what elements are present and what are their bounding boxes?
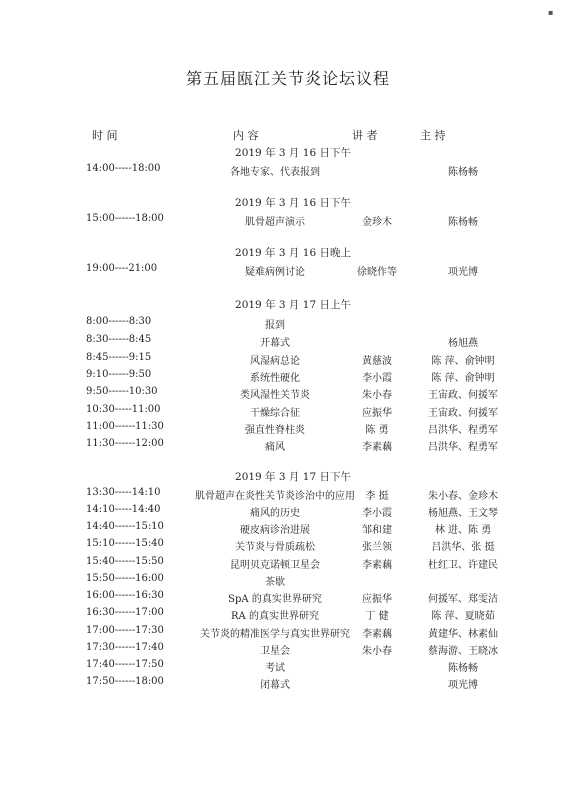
row-topic: 痛风的历史 <box>250 508 300 519</box>
row-speaker: 邹和建 <box>362 525 392 536</box>
agenda-row <box>0 386 576 403</box>
agenda-row <box>0 404 576 421</box>
agenda-row <box>0 538 576 555</box>
row-moderator: 陈 萍、俞钟明 <box>431 373 495 384</box>
row-moderator: 黄建华、林素仙 <box>428 629 498 640</box>
row-time: 9:50------10:30 <box>86 386 158 397</box>
agenda-row <box>0 504 576 521</box>
row-speaker: 朱小春 <box>362 390 392 401</box>
row-topic: 强直性脊柱炎 <box>245 425 305 436</box>
row-topic: SpA 的真实世界研究 <box>228 594 322 605</box>
row-moderator: 项光博 <box>448 680 478 691</box>
row-speaker: 张兰领 <box>362 542 392 553</box>
agenda-row <box>0 676 576 693</box>
row-topic: 痛风 <box>265 442 285 453</box>
row-moderator: 何援军、郑雯洁 <box>428 594 498 605</box>
row-time: 16:00------16:30 <box>86 590 164 601</box>
row-speaker: 李素藕 <box>362 629 392 640</box>
row-time: 14:40------15:10 <box>86 521 164 532</box>
row-moderator: 蔡海游、王晓冰 <box>428 646 498 657</box>
agenda-row <box>0 213 576 230</box>
row-topic: 各地专家、代表报到 <box>230 167 320 178</box>
header-topic: 内 容 <box>233 129 259 142</box>
session-heading: 2019 年 3 月 16 日下午 <box>235 197 351 209</box>
row-time: 16:30------17:00 <box>86 607 164 618</box>
row-topic: 硬皮病诊治进展 <box>240 525 310 536</box>
header-time: 时 间 <box>92 129 118 142</box>
header-speaker: 讲 者 <box>352 129 378 142</box>
row-speaker: 应振华 <box>362 408 392 419</box>
agenda-row <box>0 607 576 624</box>
row-speaker: 李 挺 <box>365 491 389 502</box>
row-time: 17:50------18:00 <box>86 676 164 687</box>
row-time: 17:40------17:50 <box>86 659 164 670</box>
row-topic: 肌骨超声演示 <box>245 217 305 228</box>
row-topic: 报到 <box>265 320 285 331</box>
row-moderator: 吕洪华、程勇军 <box>428 425 498 436</box>
row-moderator: 林 进、陈 勇 <box>434 525 492 536</box>
row-time: 9:10------9:50 <box>86 369 152 380</box>
row-speaker: 应振华 <box>362 594 392 605</box>
row-time: 10:30-----11:00 <box>86 404 161 415</box>
agenda-row <box>0 369 576 386</box>
row-moderator: 陈 萍、俞钟明 <box>431 356 495 367</box>
row-time: 11:00------11:30 <box>86 421 164 432</box>
row-time: 15:50------16:00 <box>86 573 164 584</box>
agenda-row <box>0 352 576 369</box>
page-title: 第五届瓯江关节炎论坛议程 <box>185 69 390 88</box>
row-speaker: 李小霞 <box>362 373 392 384</box>
row-time: 8:45------9:15 <box>86 352 152 363</box>
row-time: 17:00------17:30 <box>86 625 164 636</box>
row-topic: RA 的真实世界研究 <box>231 611 319 622</box>
row-moderator: 杨旭燕、王文琴 <box>428 508 498 519</box>
row-topic: 关节炎的精准医学与真实世界研究 <box>200 629 350 640</box>
row-topic: 风湿病总论 <box>250 356 300 367</box>
row-topic: 考试 <box>265 663 285 674</box>
row-moderator: 陈杨畅 <box>448 663 478 674</box>
row-speaker: 陈 勇 <box>365 425 389 436</box>
agenda-row <box>0 625 576 642</box>
row-time: 17:30------17:40 <box>86 642 164 653</box>
row-speaker: 丁 健 <box>365 611 389 622</box>
row-time: 15:00------18:00 <box>86 213 164 224</box>
agenda-row <box>0 334 576 351</box>
row-speaker: 李素藕 <box>362 560 392 571</box>
row-time: 8:00------8:30 <box>86 316 152 327</box>
row-moderator: 陈杨畅 <box>448 167 478 178</box>
agenda-row <box>0 642 576 659</box>
header-moderator: 主 持 <box>420 129 446 142</box>
row-time: 19:00----21:00 <box>86 263 158 274</box>
row-moderator: 杨旭燕 <box>448 338 478 349</box>
corner-mark: ▪ <box>548 8 554 17</box>
row-time: 8:30------8:45 <box>86 334 152 345</box>
row-moderator: 陈 萍、夏晓茹 <box>431 611 495 622</box>
row-moderator: 王宙政、何援军 <box>428 408 498 419</box>
row-topic: 系统性硬化 <box>250 373 300 384</box>
agenda-row <box>0 263 576 280</box>
row-moderator: 朱小春、金珍木 <box>428 491 498 502</box>
row-topic: 类风湿性关节炎 <box>240 390 310 401</box>
row-moderator: 王宙政、何援军 <box>428 390 498 401</box>
row-topic: 茶歇 <box>265 577 285 588</box>
agenda-row <box>0 163 576 180</box>
agenda-row <box>0 521 576 538</box>
row-speaker: 李素藕 <box>362 442 392 453</box>
row-time: 13:30-----14:10 <box>86 487 161 498</box>
agenda-row <box>0 556 576 573</box>
row-moderator: 吕洪华、张 挺 <box>431 542 495 553</box>
row-topic: 干燥综合征 <box>250 408 300 419</box>
row-topic: 肌骨超声在炎性关节炎诊治中的应用 <box>195 491 355 502</box>
row-topic: 开幕式 <box>260 338 290 349</box>
row-topic: 闭幕式 <box>260 680 290 691</box>
row-time: 14:00-----18:00 <box>86 163 161 174</box>
row-topic: 关节炎与骨质疏松 <box>235 542 315 553</box>
row-time: 15:40------15:50 <box>86 556 164 567</box>
agenda-row <box>0 438 576 455</box>
row-moderator: 杜红卫、许建民 <box>428 560 498 571</box>
row-moderator: 陈杨畅 <box>448 217 478 228</box>
row-speaker: 朱小春 <box>362 646 392 657</box>
agenda-row <box>0 487 576 504</box>
row-topic: 卫星会 <box>260 646 290 657</box>
row-speaker: 李小霞 <box>362 508 392 519</box>
agenda-row <box>0 590 576 607</box>
row-moderator: 项光博 <box>448 267 478 278</box>
session-heading: 2019 年 3 月 17 日下午 <box>235 471 351 483</box>
agenda-row <box>0 659 576 676</box>
row-time: 14:10-----14:40 <box>86 504 161 515</box>
row-topic: 疑难病例讨论 <box>245 267 305 278</box>
row-moderator: 吕洪华、程勇军 <box>428 442 498 453</box>
row-speaker: 徐晓作等 <box>357 267 397 278</box>
row-topic: 昆明贝克诺顿卫星会 <box>230 560 320 571</box>
row-time: 15:10------15:40 <box>86 538 164 549</box>
session-heading: 2019 年 3 月 16 日晚上 <box>235 247 351 259</box>
row-speaker: 金珍木 <box>362 217 392 228</box>
agenda-row <box>0 421 576 438</box>
session-heading: 2019 年 3 月 16 日下午 <box>235 147 351 159</box>
agenda-row <box>0 316 576 333</box>
agenda-row <box>0 573 576 590</box>
row-speaker: 黄慈波 <box>362 356 392 367</box>
session-heading: 2019 年 3 月 17 日上午 <box>235 299 351 311</box>
row-time: 11:30------12:00 <box>86 438 164 449</box>
